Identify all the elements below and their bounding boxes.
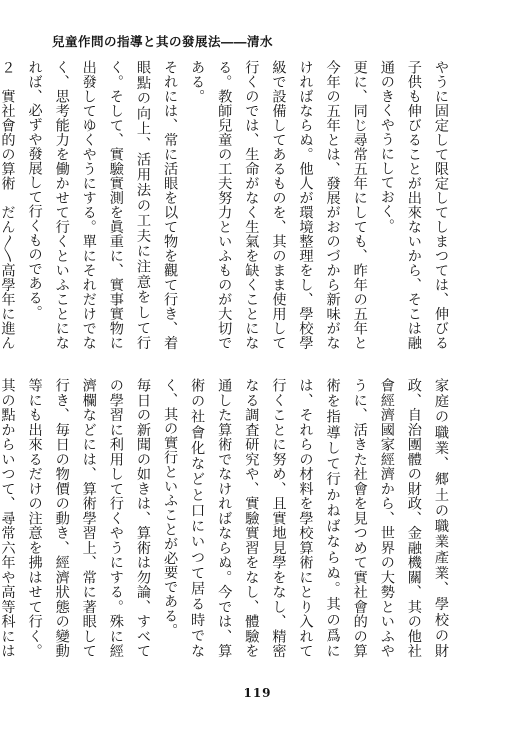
paragraph: 更に、同じ尋常五年にしても、昨年の五年と今年の五年とは、發展がおのづから新味がなければならぬ。他人が環境整理をし、學校學級で設備してあるものを、其のまま使用して行くのでは、生命がなく生氣を缺くことになる。教師兒童の工夫努力といふものが大切である。 [189, 60, 368, 350]
section-2-paragraph: ２ 實社會的の算術 だん〳〵高學年に進ん [0, 60, 16, 350]
upper-text-block [0, 60, 454, 350]
paragraph: 毎日の新聞の如きは、算術は勿論、すべての學習に利用して行くやうにする。殊に經濟欄などには、算術學習上、常に著眼して行き、毎日の物價の動き、經濟狀態の變動等にも出來るだけの注意を拂はせて行く。其の點からいつて、尋常六年や高等科には [0, 378, 151, 658]
paragraph: やうに固定して限定してしまつては、伸びる子供も伸びることが出來ないから、そこは融通のきくやうにしておく。 [378, 60, 449, 350]
paragraph: それには、常に活眼を以て物を觀て行き、着眼點の向上、活用法の工夫に注意をして行く。そして、實驗實測を眞重に、實事實物に出發してゆくやうにする。單にそれだけでなく、思考能力を働かせて行くといふことになれば、必ずや發展して行くものである。 [26, 60, 179, 350]
lower-text-block [0, 378, 454, 658]
page-number: 119 [243, 686, 272, 700]
paragraph: 家庭の職業、郷土の職業產業、學校の財政、自治團體の財政、金融機關、其の他社會經濟國家經濟から、世界の大勢といふやうに、活きた社會を見つめて實社會的の算術を指導して行かねばならぬ。其の爲には、それらの材料を學校算術にとり入れて行くことに努め、且實地見學をなし、精密なる調査研究や、實驗實習をなし、體驗を通した算術でなければならぬ。今では、算術の社會化などと口にいつて居る時でなく、其の實行といふことが必要である。 [162, 378, 449, 658]
running-header: 兒童作問の指導と其の發展法――清水 [52, 34, 274, 49]
